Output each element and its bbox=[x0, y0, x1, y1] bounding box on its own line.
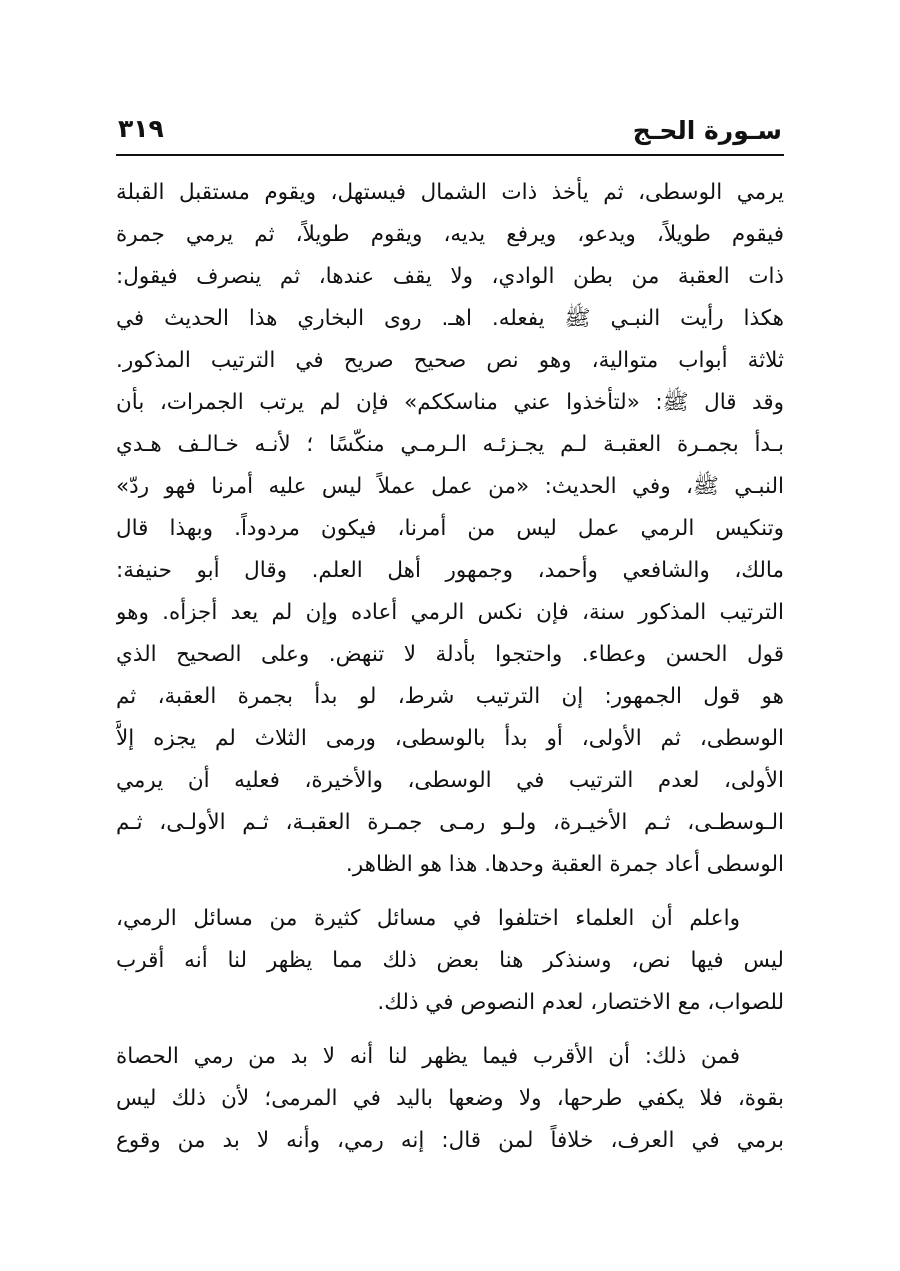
text-line: برمي في العرف، خلافاً لمن قال: إنه رمي، وأنه لا بد من وقوع bbox=[116, 1128, 784, 1153]
text-line: فمن ذلك: أن الأقرب فيما يظهر لنا أنه لا بد من رمي الحصاة bbox=[116, 1044, 740, 1069]
text-line: بقوة، فلا يكفي طرحها، ولا وضعها باليد في المرمى؛ لأن ذلك ليس bbox=[116, 1086, 784, 1111]
text-line: الـوسطـى، ثـم الأخيـرة، ولـو رمـى جمـرة العقبـة، ثـم الأولـى، ثـم bbox=[116, 810, 784, 835]
paragraph-gap bbox=[116, 886, 784, 898]
text-line: ليس فيها نص، وسنذكر هنا بعض ذلك مما يظهر لنا أنه أقرب bbox=[116, 948, 784, 973]
text-line: الوسطى أعاد جمرة العقبة وحدها. هذا هو الظاهر. bbox=[345, 852, 784, 877]
paragraph-2 bbox=[116, 898, 784, 1024]
text-line: للصواب، مع الاختصار، لعدم النصوص في ذلك. bbox=[377, 990, 784, 1015]
paragraph-3 bbox=[116, 1036, 784, 1162]
text-line: وتنكيس الرمي عمل ليس من أمرنا، فيكون مردوداً. وبهذا قال bbox=[116, 516, 784, 541]
header-rule bbox=[116, 154, 784, 156]
running-header bbox=[118, 108, 782, 154]
text-line: مالك، والشافعي وأحمد، وجمهور أهل العلم. وقال أبو حنيفة: bbox=[116, 558, 784, 583]
text-line: بـدأ بجمـرة العقبـة لـم يجـزئـه الـرمـي منكّسًا ؛ لأنـه خـالـف هـدي bbox=[116, 432, 784, 457]
text-line: ذات العقبة من بطن الوادي، ولا يقف عندها، ثم ينصرف فيقول: bbox=[116, 264, 784, 289]
paragraph-1 bbox=[116, 172, 784, 886]
text-line: هو قول الجمهور: إن الترتيب شرط، لو بدأ بجمرة العقبة، ثم bbox=[116, 684, 784, 709]
text-line: هكذا رأيت النبـي ﷺ يفعله. اهـ. روى البخاري هذا الحديث في bbox=[116, 306, 784, 331]
text-line: الترتيب المذكور سنة، فإن نكس الرمي أعاده وإن لم يعد أجزأه. وهو bbox=[116, 600, 784, 625]
text-line: ثلاثة أبواب متوالية، وهو نص صحيح صريح في الترتيب المذكور. bbox=[116, 348, 784, 373]
text-line: النبـي ﷺ، وفي الحديث: «من عمل عملاً ليس عليه أمرنا فهو ردّ» bbox=[116, 474, 784, 499]
text-line: الأولى، لعدم الترتيب في الوسطى، والأخيرة، فعليه أن يرمي bbox=[116, 768, 784, 793]
page-body bbox=[116, 172, 784, 1162]
paragraph-gap bbox=[116, 1024, 784, 1036]
text-line: واعلم أن العلماء اختلفوا في مسائل كثيرة من مسائل الرمي، bbox=[116, 906, 740, 931]
text-line: الوسطى، ثم الأولى، أو بدأ بالوسطى، ورمى الثلاث لم يجزه إلاَّ bbox=[116, 726, 784, 751]
surah-title: سـورة الحـج bbox=[632, 116, 782, 145]
text-line: قول الحسن وعطاء. واحتجوا بأدلة لا تنهض. وعلى الصحيح الذي bbox=[116, 642, 784, 667]
page-number: ٣١٩ bbox=[118, 114, 164, 143]
text-line: يرمي الوسطى، ثم يأخذ ذات الشمال فيستهل، ويقوم مستقبل القبلة bbox=[116, 180, 784, 205]
text-line: فيقوم طويلاً، ويدعو، ويرفع يديه، ويقوم طويلاً، ثم يرمي جمرة bbox=[116, 222, 784, 247]
text-line: وقد قال ﷺ: «لتأخذوا عني مناسككم» فإن لم يرتب الجمرات، بأن bbox=[116, 390, 784, 415]
